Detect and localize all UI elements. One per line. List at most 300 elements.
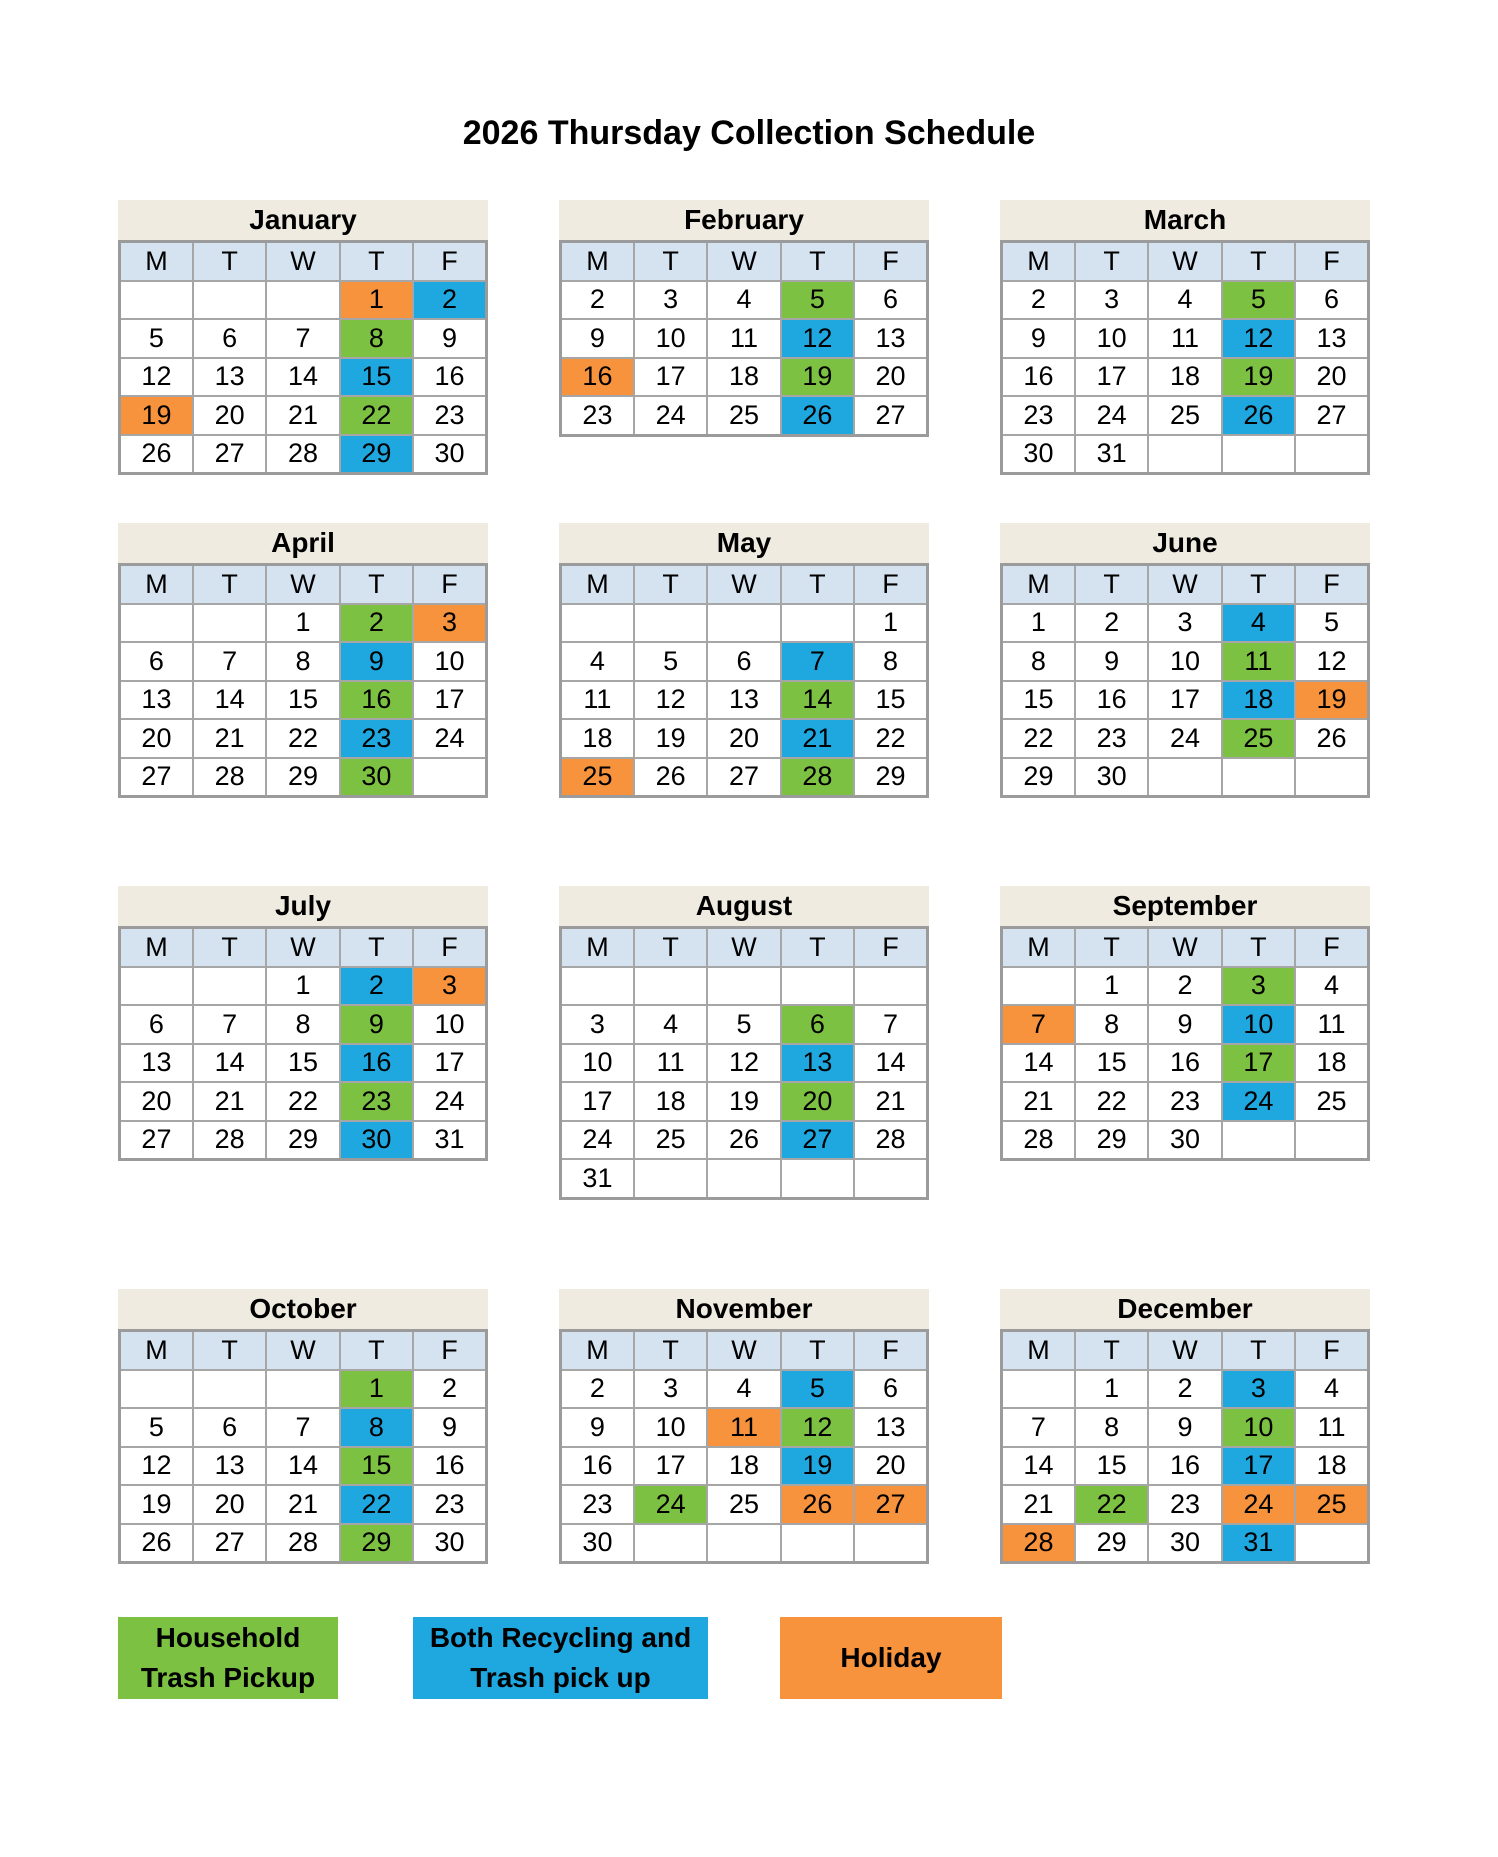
day-cell: 26 (1222, 396, 1295, 435)
day-cell: 9 (1148, 1005, 1221, 1044)
week-row (120, 604, 487, 643)
empty-day-cell (781, 967, 854, 1006)
day-cell: 10 (634, 319, 707, 358)
day-cell: 7 (781, 642, 854, 681)
week-row (561, 642, 928, 681)
empty-day-cell (707, 604, 780, 643)
day-cell: 3 (1222, 967, 1295, 1006)
week-row (1002, 1044, 1369, 1083)
day-cell: 27 (854, 1485, 927, 1524)
day-cell: 16 (1075, 681, 1148, 720)
weekday-header: M (561, 565, 634, 604)
day-cell: 10 (634, 1408, 707, 1447)
day-cell: 26 (120, 1524, 193, 1563)
day-cell: 25 (561, 758, 634, 797)
week-row (561, 1159, 928, 1198)
month-table (118, 926, 488, 1161)
day-cell: 11 (1148, 319, 1221, 358)
day-cell: 22 (854, 719, 927, 758)
empty-day-cell (266, 281, 339, 320)
day-cell: 3 (634, 1370, 707, 1409)
day-cell: 16 (561, 358, 634, 397)
empty-day-cell (854, 967, 927, 1006)
weekday-header: F (413, 565, 486, 604)
empty-day-cell (1222, 435, 1295, 474)
week-row (1002, 642, 1369, 681)
day-cell: 2 (561, 281, 634, 320)
day-cell: 30 (340, 1121, 413, 1160)
empty-day-cell (854, 1524, 927, 1563)
weekday-header: F (854, 1331, 927, 1370)
day-cell: 25 (1148, 396, 1221, 435)
day-cell: 9 (413, 1408, 486, 1447)
day-cell: 26 (781, 396, 854, 435)
day-cell: 3 (561, 1005, 634, 1044)
day-cell: 22 (266, 719, 339, 758)
day-cell: 29 (1075, 1524, 1148, 1563)
weekday-header: F (413, 242, 486, 281)
day-cell: 2 (340, 604, 413, 643)
day-cell: 14 (193, 1044, 266, 1083)
empty-day-cell (561, 604, 634, 643)
empty-day-cell (634, 1524, 707, 1563)
empty-day-cell (1295, 435, 1368, 474)
day-cell: 5 (1222, 281, 1295, 320)
empty-day-cell (781, 1159, 854, 1198)
month-name: March (1000, 200, 1370, 240)
day-cell: 4 (1295, 1370, 1368, 1409)
day-cell: 5 (120, 319, 193, 358)
day-cell: 6 (193, 319, 266, 358)
legend-both-line1: Both Recycling and (429, 1622, 692, 1653)
week-row (1002, 1485, 1369, 1524)
weekday-header: W (1148, 1331, 1221, 1370)
day-cell: 13 (193, 358, 266, 397)
weekday-header: W (1148, 928, 1221, 967)
day-cell: 1 (340, 281, 413, 320)
day-cell: 20 (854, 1447, 927, 1486)
week-row (1002, 1447, 1369, 1486)
day-cell: 13 (854, 1408, 927, 1447)
day-cell: 5 (781, 1370, 854, 1409)
day-cell: 23 (340, 1082, 413, 1121)
day-cell: 22 (340, 1485, 413, 1524)
day-cell: 11 (1222, 642, 1295, 681)
day-cell: 7 (1002, 1005, 1075, 1044)
day-cell: 8 (1075, 1408, 1148, 1447)
weekday-header: F (854, 565, 927, 604)
day-cell: 24 (1222, 1485, 1295, 1524)
day-cell: 8 (1075, 1005, 1148, 1044)
day-cell: 21 (193, 1082, 266, 1121)
weekday-header: W (707, 928, 780, 967)
day-cell: 8 (854, 642, 927, 681)
week-row (120, 1524, 487, 1563)
day-cell: 16 (413, 1447, 486, 1486)
day-cell: 12 (781, 319, 854, 358)
day-cell: 19 (634, 719, 707, 758)
day-cell: 6 (193, 1408, 266, 1447)
weekday-header: W (266, 928, 339, 967)
day-cell: 23 (561, 396, 634, 435)
weekday-header: T (781, 565, 854, 604)
day-cell: 11 (1295, 1005, 1368, 1044)
week-row (120, 1082, 487, 1121)
week-row (120, 435, 487, 474)
day-cell: 21 (781, 719, 854, 758)
legend-holiday-label: Holiday (840, 1642, 942, 1673)
month-table (118, 240, 488, 475)
day-cell: 16 (340, 681, 413, 720)
empty-day-cell (120, 967, 193, 1006)
day-cell: 12 (707, 1044, 780, 1083)
week-row (561, 1447, 928, 1486)
legend-household (118, 1617, 338, 1699)
day-cell: 3 (1148, 604, 1221, 643)
weekday-header-row (120, 1331, 487, 1370)
day-cell: 24 (1148, 719, 1221, 758)
day-cell: 17 (1148, 681, 1221, 720)
day-cell: 14 (193, 681, 266, 720)
day-cell: 9 (1002, 319, 1075, 358)
month-november (559, 1289, 929, 1564)
day-cell: 13 (854, 319, 927, 358)
day-cell: 25 (1295, 1082, 1368, 1121)
day-cell: 27 (193, 1524, 266, 1563)
empty-day-cell (193, 967, 266, 1006)
day-cell: 1 (1075, 1370, 1148, 1409)
week-row (1002, 1370, 1369, 1409)
empty-day-cell (634, 604, 707, 643)
weekday-header: T (193, 242, 266, 281)
day-cell: 23 (413, 1485, 486, 1524)
month-february (559, 200, 929, 437)
day-cell: 13 (1295, 319, 1368, 358)
day-cell: 30 (561, 1524, 634, 1563)
day-cell: 7 (266, 319, 339, 358)
weekday-header: T (634, 242, 707, 281)
day-cell: 23 (1002, 396, 1075, 435)
weekday-header: T (1075, 1331, 1148, 1370)
day-cell: 21 (193, 719, 266, 758)
month-table (118, 1329, 488, 1564)
empty-day-cell (634, 967, 707, 1006)
page-title: 2026 Thursday Collection Schedule (462, 114, 1036, 152)
empty-day-cell (781, 1524, 854, 1563)
month-name: August (559, 886, 929, 926)
day-cell: 10 (413, 642, 486, 681)
week-row (561, 681, 928, 720)
day-cell: 28 (854, 1121, 927, 1160)
weekday-header: W (266, 242, 339, 281)
day-cell: 3 (1075, 281, 1148, 320)
weekday-header: T (1222, 1331, 1295, 1370)
day-cell: 18 (707, 358, 780, 397)
day-cell: 31 (413, 1121, 486, 1160)
day-cell: 22 (266, 1082, 339, 1121)
day-cell: 31 (1075, 435, 1148, 474)
week-row (120, 319, 487, 358)
weekday-header: T (340, 1331, 413, 1370)
week-row (120, 358, 487, 397)
day-cell: 7 (854, 1005, 927, 1044)
day-cell: 29 (1002, 758, 1075, 797)
day-cell: 15 (854, 681, 927, 720)
weekday-header: M (120, 1331, 193, 1370)
week-row (561, 1370, 928, 1409)
month-august (559, 886, 929, 1200)
day-cell: 12 (1295, 642, 1368, 681)
empty-day-cell (707, 1159, 780, 1198)
day-cell: 23 (340, 719, 413, 758)
day-cell: 12 (634, 681, 707, 720)
weekday-header-row (120, 565, 487, 604)
day-cell: 27 (120, 758, 193, 797)
day-cell: 16 (1148, 1447, 1221, 1486)
month-april (118, 523, 488, 798)
week-row (561, 604, 928, 643)
day-cell: 14 (781, 681, 854, 720)
day-cell: 22 (1002, 719, 1075, 758)
month-october (118, 1289, 488, 1564)
day-cell: 3 (1222, 1370, 1295, 1409)
legend-household-line1: Household (155, 1622, 301, 1653)
day-cell: 26 (1295, 719, 1368, 758)
day-cell: 26 (781, 1485, 854, 1524)
day-cell: 25 (1222, 719, 1295, 758)
day-cell: 6 (1295, 281, 1368, 320)
empty-day-cell (1295, 1121, 1368, 1160)
day-cell: 16 (340, 1044, 413, 1083)
day-cell: 13 (120, 681, 193, 720)
day-cell: 20 (120, 719, 193, 758)
week-row (561, 358, 928, 397)
day-cell: 21 (266, 1485, 339, 1524)
day-cell: 20 (193, 1485, 266, 1524)
day-cell: 1 (266, 604, 339, 643)
weekday-header: T (634, 1331, 707, 1370)
weekday-header: F (1295, 242, 1368, 281)
day-cell: 1 (854, 604, 927, 643)
weekday-header: F (854, 928, 927, 967)
day-cell: 5 (1295, 604, 1368, 643)
day-cell: 5 (781, 281, 854, 320)
day-cell: 17 (1222, 1044, 1295, 1083)
day-cell: 4 (634, 1005, 707, 1044)
week-row (120, 681, 487, 720)
day-cell: 20 (781, 1082, 854, 1121)
day-cell: 15 (266, 681, 339, 720)
weekday-header: M (561, 1331, 634, 1370)
week-row (120, 719, 487, 758)
empty-day-cell (1148, 758, 1221, 797)
week-row (120, 281, 487, 320)
weekday-header: W (707, 242, 780, 281)
day-cell: 17 (413, 1044, 486, 1083)
week-row (120, 967, 487, 1006)
day-cell: 4 (1148, 281, 1221, 320)
day-cell: 12 (781, 1408, 854, 1447)
day-cell: 9 (561, 319, 634, 358)
week-row (561, 1082, 928, 1121)
day-cell: 22 (1075, 1485, 1148, 1524)
weekday-header: F (413, 1331, 486, 1370)
week-row (1002, 681, 1369, 720)
weekday-header: W (707, 1331, 780, 1370)
legend-holiday (780, 1617, 1002, 1699)
weekday-header: F (1295, 928, 1368, 967)
empty-day-cell (707, 1524, 780, 1563)
week-row (561, 1121, 928, 1160)
day-cell: 14 (854, 1044, 927, 1083)
day-cell: 26 (634, 758, 707, 797)
empty-day-cell (1002, 967, 1075, 1006)
day-cell: 3 (634, 281, 707, 320)
day-cell: 14 (1002, 1447, 1075, 1486)
day-cell: 23 (413, 396, 486, 435)
day-cell: 19 (781, 358, 854, 397)
day-cell: 11 (1295, 1408, 1368, 1447)
week-row (1002, 1005, 1369, 1044)
day-cell: 28 (193, 1121, 266, 1160)
empty-day-cell (193, 604, 266, 643)
day-cell: 24 (634, 1485, 707, 1524)
month-table (1000, 1329, 1370, 1564)
weekday-header: T (1075, 242, 1148, 281)
week-row (1002, 1082, 1369, 1121)
weekday-header: T (1075, 928, 1148, 967)
day-cell: 12 (120, 358, 193, 397)
week-row (561, 967, 928, 1006)
day-cell: 6 (781, 1005, 854, 1044)
weekday-header-row (561, 1331, 928, 1370)
weekday-header: T (1075, 565, 1148, 604)
weekday-header: T (781, 928, 854, 967)
month-table (559, 1329, 929, 1564)
day-cell: 19 (1295, 681, 1368, 720)
weekday-header-row (1002, 1331, 1369, 1370)
day-cell: 30 (340, 758, 413, 797)
week-row (1002, 281, 1369, 320)
day-cell: 23 (1148, 1485, 1221, 1524)
day-cell: 14 (266, 1447, 339, 1486)
month-september (1000, 886, 1370, 1161)
weekday-header-row (561, 242, 928, 281)
day-cell: 24 (413, 1082, 486, 1121)
empty-day-cell (120, 281, 193, 320)
week-row (1002, 1121, 1369, 1160)
day-cell: 25 (707, 1485, 780, 1524)
empty-day-cell (781, 604, 854, 643)
month-name: January (118, 200, 488, 240)
day-cell: 28 (781, 758, 854, 797)
week-row (1002, 719, 1369, 758)
weekday-header-row (1002, 565, 1369, 604)
day-cell: 23 (561, 1485, 634, 1524)
weekday-header: W (1148, 242, 1221, 281)
day-cell: 23 (1148, 1082, 1221, 1121)
month-name: May (559, 523, 929, 563)
month-table (559, 563, 929, 798)
day-cell: 29 (266, 1121, 339, 1160)
day-cell: 6 (854, 1370, 927, 1409)
empty-day-cell (707, 967, 780, 1006)
week-row (1002, 319, 1369, 358)
day-cell: 17 (634, 358, 707, 397)
week-row (120, 1005, 487, 1044)
month-name: July (118, 886, 488, 926)
day-cell: 6 (707, 642, 780, 681)
day-cell: 17 (1222, 1447, 1295, 1486)
day-cell: 12 (120, 1447, 193, 1486)
week-row (561, 281, 928, 320)
empty-day-cell (120, 1370, 193, 1409)
weekday-header: T (634, 565, 707, 604)
day-cell: 28 (266, 1524, 339, 1563)
month-name: October (118, 1289, 488, 1329)
day-cell: 10 (1222, 1408, 1295, 1447)
day-cell: 6 (854, 281, 927, 320)
day-cell: 2 (1148, 1370, 1221, 1409)
month-name: February (559, 200, 929, 240)
day-cell: 12 (1222, 319, 1295, 358)
weekday-header: T (340, 928, 413, 967)
day-cell: 9 (340, 1005, 413, 1044)
week-row (120, 1121, 487, 1160)
day-cell: 27 (193, 435, 266, 474)
weekday-header: T (781, 1331, 854, 1370)
weekday-header: M (1002, 1331, 1075, 1370)
week-row (120, 758, 487, 797)
day-cell: 9 (340, 642, 413, 681)
day-cell: 13 (781, 1044, 854, 1083)
day-cell: 14 (266, 358, 339, 397)
day-cell: 4 (1222, 604, 1295, 643)
week-row (1002, 1524, 1369, 1563)
day-cell: 24 (634, 396, 707, 435)
weekday-header: T (1222, 928, 1295, 967)
empty-day-cell (413, 758, 486, 797)
day-cell: 8 (266, 1005, 339, 1044)
day-cell: 15 (266, 1044, 339, 1083)
day-cell: 4 (707, 1370, 780, 1409)
day-cell: 30 (413, 435, 486, 474)
week-row (561, 758, 928, 797)
day-cell: 30 (1148, 1524, 1221, 1563)
day-cell: 2 (561, 1370, 634, 1409)
empty-day-cell (1002, 1370, 1075, 1409)
weekday-header: T (193, 565, 266, 604)
month-july (118, 886, 488, 1161)
weekday-header: M (1002, 565, 1075, 604)
weekday-header: M (120, 565, 193, 604)
day-cell: 11 (707, 319, 780, 358)
day-cell: 16 (413, 358, 486, 397)
day-cell: 26 (120, 435, 193, 474)
day-cell: 18 (561, 719, 634, 758)
day-cell: 18 (707, 1447, 780, 1486)
day-cell: 20 (1295, 358, 1368, 397)
weekday-header: T (1222, 242, 1295, 281)
day-cell: 25 (1295, 1485, 1368, 1524)
day-cell: 22 (1075, 1082, 1148, 1121)
weekday-header: T (340, 565, 413, 604)
weekday-header: T (340, 242, 413, 281)
day-cell: 30 (413, 1524, 486, 1563)
empty-day-cell (1222, 758, 1295, 797)
day-cell: 4 (1295, 967, 1368, 1006)
weekday-header: M (561, 242, 634, 281)
